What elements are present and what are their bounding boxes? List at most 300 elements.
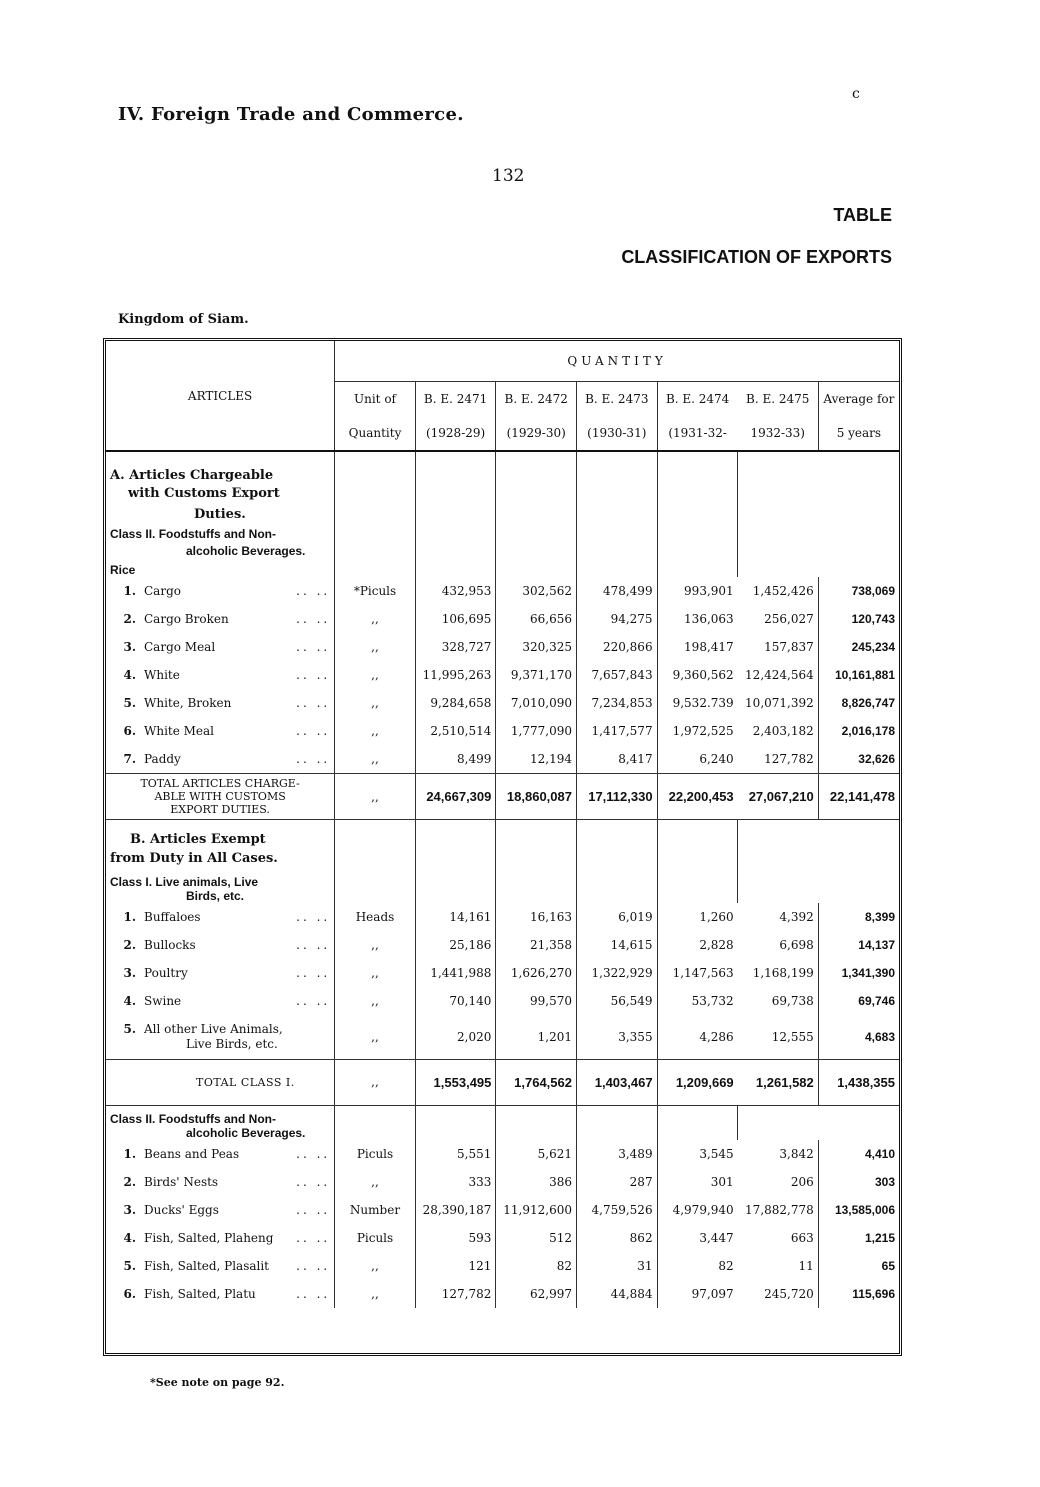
leader-dots: .. ..: [296, 612, 331, 626]
article-name: Paddy: [144, 752, 181, 766]
empty-cell: [496, 483, 577, 503]
article-cell: [106, 1196, 335, 1224]
row-index: 6.: [123, 1286, 136, 1301]
table-row: [106, 1015, 899, 1059]
average-header-1: Average for: [818, 382, 899, 417]
value-cell: 31: [576, 1252, 657, 1280]
article-cell: [106, 1252, 335, 1280]
leader-dots: .. ..: [296, 1146, 331, 1161]
empty-cell: [657, 869, 738, 889]
value-cell: 11,995,263: [415, 661, 496, 689]
unit-header-1: Unit of: [335, 382, 416, 417]
year-header-ad: (1931-32-: [657, 416, 738, 451]
value-cell: 127,782: [415, 1280, 496, 1308]
empty-cell: [335, 1126, 416, 1140]
empty-cell: [576, 483, 657, 503]
total-label: TOTAL CLASS I.: [106, 1059, 335, 1105]
section-heading: alcoholic Beverages.: [186, 544, 306, 558]
empty-cell: [576, 503, 657, 525]
article-name-cont: Live Birds, etc.: [186, 1036, 278, 1051]
value-cell: 70,140: [415, 987, 496, 1015]
unit-cell: ,,: [335, 1015, 416, 1059]
empty-cell: [576, 559, 657, 577]
value-cell: 9,532.739: [657, 689, 738, 717]
unit-cell: ,,: [335, 661, 416, 689]
value-cell: 69,738: [771, 994, 814, 1008]
empty-cell: [818, 483, 899, 503]
empty-cell: [818, 451, 899, 483]
year-header-ad: 1932-33): [738, 416, 819, 451]
empty-cell: [738, 543, 819, 559]
total-value: 1,764,562: [496, 1059, 577, 1105]
empty-cell: [738, 483, 819, 503]
average-cell: 1,341,390: [818, 959, 899, 987]
empty-cell: [657, 543, 738, 559]
footnote: *See note on page 92.: [150, 1376, 285, 1389]
table-row: [106, 661, 899, 689]
empty-cell: [657, 1105, 738, 1126]
value-cell: 8,499: [415, 745, 496, 774]
value-cell: 301: [657, 1168, 738, 1196]
empty-cell: [496, 847, 577, 869]
table-row: [106, 903, 899, 931]
unit-cell: ,,: [335, 1280, 416, 1308]
value-cell: 478,499: [576, 577, 657, 605]
row-index: 5.: [123, 696, 136, 710]
value-cell: 62,997: [496, 1280, 577, 1308]
leader-dots: .. ..: [296, 584, 331, 598]
empty-cell: [415, 820, 496, 848]
row-index: 3.: [123, 640, 136, 654]
total-value: 18,860,087: [496, 774, 577, 820]
unit-cell: ,,: [335, 633, 416, 661]
unit-cell: ,,: [335, 987, 416, 1015]
heading-row: [106, 525, 899, 543]
section-heading: Class II. Foodstuffs and Non-: [110, 1111, 277, 1126]
average-cell: 14,137: [818, 931, 899, 959]
empty-cell: [576, 889, 657, 903]
total-row: [106, 1059, 899, 1105]
value-cell: 4,392: [779, 910, 814, 924]
average-cell: 69,746: [818, 987, 899, 1015]
section-title: IV. Foreign Trade and Commerce.: [118, 104, 464, 125]
article-name: Fish, Salted, Platu: [144, 1286, 256, 1301]
leader-dots: .. ..: [296, 994, 331, 1008]
table-label: TABLE: [833, 205, 892, 225]
empty-cell: [415, 451, 496, 483]
leader-dots: .. ..: [296, 938, 331, 952]
table-row: [106, 577, 899, 605]
corner-mark: c: [852, 86, 860, 102]
leader-dots: .. ..: [296, 640, 331, 654]
value-cell: 1,626,270: [496, 959, 577, 987]
article-name: Cargo: [144, 584, 181, 598]
value-cell: 1,322,929: [576, 959, 657, 987]
empty-cell: [335, 889, 416, 903]
unit-cell: ,,: [335, 745, 416, 774]
value-cell: 220,866: [576, 633, 657, 661]
empty-cell: [496, 525, 577, 543]
unit-cell: ,,: [335, 931, 416, 959]
row-index: 1.: [123, 584, 136, 598]
year-header-be: B. E. 2475: [746, 392, 810, 406]
article-name: Swine: [144, 994, 182, 1008]
heading-row: [106, 869, 899, 889]
average-cell: 4,683: [818, 1015, 899, 1059]
empty-cell: [576, 1126, 657, 1140]
value-cell: 9,360,562: [657, 661, 738, 689]
empty-cell: [496, 869, 577, 889]
value-cell: 2,828: [657, 931, 738, 959]
value-cell: 1,201: [496, 1015, 577, 1059]
empty-cell: [576, 847, 657, 869]
article-name: Beans and Peas: [144, 1146, 240, 1161]
value-cell: 66,656: [496, 605, 577, 633]
total-value: 1,403,467: [576, 1059, 657, 1105]
value-cell: 12,555: [771, 1029, 814, 1044]
exports-table: [106, 341, 899, 1308]
unit-cell: ,,: [335, 605, 416, 633]
empty-cell: [415, 543, 496, 559]
year-header-ad: (1929-30): [496, 416, 577, 451]
article-cell: [106, 1280, 335, 1308]
empty-cell: [496, 559, 577, 577]
leader-dots: .. ..: [296, 696, 331, 710]
value-cell: 7,657,843: [576, 661, 657, 689]
empty-cell: [496, 889, 577, 903]
row-index: 1.: [123, 1146, 136, 1161]
average-cell: 65: [818, 1252, 899, 1280]
value-cell: 14,615: [576, 931, 657, 959]
article-name: Buffaloes: [144, 910, 201, 924]
value-cell: 8,417: [576, 745, 657, 774]
row-index: 2.: [123, 938, 136, 952]
value-cell: 53,732: [657, 987, 738, 1015]
article-cell: [106, 1168, 335, 1196]
total-value: 17,112,330: [576, 774, 657, 820]
article-cell: [106, 1140, 335, 1168]
unit-cell: Piculs: [335, 1140, 416, 1168]
heading-row: [106, 503, 899, 525]
section-heading: A. Articles Chargeable: [110, 468, 274, 483]
leader-dots: .. ..: [296, 966, 331, 980]
value-cell: 127,782: [764, 752, 814, 766]
value-cell: 3,447: [657, 1224, 738, 1252]
value-cell: 3,545: [657, 1140, 738, 1168]
unit-cell: Heads: [335, 903, 416, 931]
heading-row: [106, 483, 899, 503]
empty-cell: [335, 543, 416, 559]
empty-cell: [415, 559, 496, 577]
total-value: 1,261,582: [738, 1059, 819, 1105]
empty-cell: [496, 820, 577, 848]
value-cell: 9,284,658: [415, 689, 496, 717]
empty-cell: [738, 1105, 819, 1126]
empty-cell: [335, 1105, 416, 1126]
value-cell: 1,777,090: [496, 717, 577, 745]
empty-cell: [738, 1126, 819, 1140]
empty-cell: [738, 889, 819, 903]
article-name: Poultry: [144, 966, 188, 980]
empty-cell: [657, 559, 738, 577]
empty-cell: [818, 1126, 899, 1140]
article-cell: [106, 959, 335, 987]
average-cell: 303: [818, 1168, 899, 1196]
article-name: Cargo Broken: [144, 612, 229, 626]
value-cell: 1,417,577: [576, 717, 657, 745]
empty-cell: [818, 559, 899, 577]
empty-cell: [415, 889, 496, 903]
heading-row: [106, 559, 899, 577]
empty-cell: [738, 869, 819, 889]
value-cell: 6,019: [576, 903, 657, 931]
empty-cell: [818, 889, 899, 903]
table-row: [106, 931, 899, 959]
value-cell: 94,275: [576, 605, 657, 633]
leader-dots: .. ..: [296, 668, 331, 682]
empty-cell: [657, 847, 738, 869]
value-cell: 28,390,187: [415, 1196, 496, 1224]
empty-cell: [576, 451, 657, 483]
average-cell: 4,410: [818, 1140, 899, 1168]
table-row: [106, 1140, 899, 1168]
leader-dots: .. ..: [296, 1258, 331, 1273]
empty-cell: [335, 525, 416, 543]
value-cell: 333: [415, 1168, 496, 1196]
value-cell: 97,097: [657, 1280, 738, 1308]
leader-dots: .. ..: [296, 1230, 331, 1245]
article-cell: [106, 903, 335, 931]
article-cell: [106, 1015, 335, 1059]
empty-cell: [738, 451, 819, 483]
value-cell: 287: [576, 1168, 657, 1196]
article-cell: [106, 605, 335, 633]
article-cell: [106, 931, 335, 959]
year-header-ad: (1930-31): [576, 416, 657, 451]
heading-row: [106, 1105, 899, 1126]
value-cell: 245,720: [764, 1286, 814, 1301]
table-row: [106, 959, 899, 987]
article-name: Ducks' Eggs: [144, 1202, 219, 1217]
leader-dots: .. ..: [296, 910, 331, 924]
heading-row: [106, 543, 899, 559]
empty-cell: [818, 820, 899, 848]
empty-cell: [335, 559, 416, 577]
empty-cell: [576, 543, 657, 559]
value-cell: 1,147,563: [657, 959, 738, 987]
empty-cell: [657, 525, 738, 543]
total-row: [106, 774, 899, 820]
article-name: Cargo Meal: [144, 640, 216, 654]
value-cell: 3,842: [779, 1146, 814, 1161]
article-name: White Meal: [144, 724, 215, 738]
section-heading: B. Articles Exempt: [130, 832, 266, 847]
article-name: White, Broken: [144, 696, 232, 710]
row-index: 2.: [123, 612, 136, 626]
value-cell: 4,979,940: [657, 1196, 738, 1224]
empty-cell: [415, 1105, 496, 1126]
empty-cell: [576, 525, 657, 543]
table-row: [106, 1280, 899, 1308]
article-cell: [106, 1224, 335, 1252]
average-cell: 115,696: [818, 1280, 899, 1308]
articles-header: ARTICLES: [106, 341, 335, 451]
value-cell: 320,325: [496, 633, 577, 661]
year-header-be: B. E. 2472: [496, 382, 577, 417]
article-name: Bullocks: [144, 938, 196, 952]
empty-cell: [496, 543, 577, 559]
unit-cell: *Piculs: [335, 577, 416, 605]
value-cell: 17,882,778: [745, 1202, 814, 1217]
value-cell: 432,953: [415, 577, 496, 605]
value-cell: 121: [415, 1252, 496, 1280]
leader-dots: .. ..: [296, 1286, 331, 1301]
empty-cell: [415, 869, 496, 889]
value-cell: 16,163: [496, 903, 577, 931]
value-cell: 10,071,392: [745, 696, 814, 710]
value-cell: 14,161: [415, 903, 496, 931]
total-value: 27,067,210: [738, 774, 819, 820]
unit-cell: Number: [335, 1196, 416, 1224]
article-name: Fish, Salted, Plaheng: [144, 1230, 274, 1245]
value-cell: 82: [657, 1252, 738, 1280]
empty-cell: [335, 503, 416, 525]
article-name: Birds' Nests: [144, 1174, 219, 1189]
average-cell: 8,826,747: [818, 689, 899, 717]
empty-cell: [335, 820, 416, 848]
row-index: 2.: [123, 1174, 136, 1189]
leader-dots: .. ..: [296, 1174, 331, 1189]
empty-cell: [657, 451, 738, 483]
unit-cell: ,,: [335, 1168, 416, 1196]
row-index: 5.: [123, 1258, 136, 1273]
value-cell: 6,698: [779, 938, 814, 952]
total-label-line: ABLE WITH CUSTOMS: [154, 790, 286, 803]
value-cell: 862: [576, 1224, 657, 1252]
article-name: Fish, Salted, Plasalit: [144, 1258, 270, 1273]
empty-cell: [415, 503, 496, 525]
section-heading: Class II. Foodstuffs and Non-: [110, 527, 277, 541]
total-value: 22,200,453: [657, 774, 738, 820]
heading-row: [106, 847, 899, 869]
empty-cell: [657, 483, 738, 503]
value-cell: 4,286: [657, 1015, 738, 1059]
empty-cell: [818, 847, 899, 869]
row-index: 5.: [123, 1021, 136, 1036]
value-cell: 512: [496, 1224, 577, 1252]
value-cell: 1,260: [657, 903, 738, 931]
unit-header-2: Quantity: [335, 416, 416, 451]
article-cell: [106, 661, 335, 689]
section-heading: Duties.: [194, 506, 246, 522]
value-cell: 593: [415, 1224, 496, 1252]
table-row: [106, 987, 899, 1015]
empty-cell: [335, 451, 416, 483]
empty-cell: [335, 847, 416, 869]
year-header-be: B. E. 2474: [657, 382, 738, 417]
empty-cell: [657, 503, 738, 525]
empty-cell: [738, 820, 819, 848]
unit-cell: ,,: [335, 689, 416, 717]
year-header-be: B. E. 2473: [576, 382, 657, 417]
total-value: 24,667,309: [415, 774, 496, 820]
average-cell: 738,069: [818, 577, 899, 605]
empty-cell: [415, 483, 496, 503]
row-index: 6.: [123, 724, 136, 738]
value-cell: 328,727: [415, 633, 496, 661]
average-cell: 1,215: [818, 1224, 899, 1252]
leader-dots: .. ..: [296, 1202, 331, 1217]
section-heading: Rice: [110, 563, 136, 577]
empty-cell: [657, 889, 738, 903]
value-cell: 4,759,526: [576, 1196, 657, 1224]
row-index: 4.: [123, 668, 136, 682]
empty-cell: [738, 559, 819, 577]
value-cell: 198,417: [657, 633, 738, 661]
empty-cell: [818, 525, 899, 543]
value-cell: 993,901: [657, 577, 738, 605]
total-label-line: TOTAL ARTICLES CHARGE-: [140, 777, 300, 790]
total-label: [106, 774, 335, 820]
empty-cell: [415, 1126, 496, 1140]
average-cell: 13,585,006: [818, 1196, 899, 1224]
section-heading: Class I. Live animals, Live: [110, 875, 259, 889]
unit-cell: ,,: [335, 959, 416, 987]
table-row: [106, 1224, 899, 1252]
empty-cell: [818, 543, 899, 559]
row-index: 4.: [123, 994, 136, 1008]
empty-cell: [738, 525, 819, 543]
value-cell: 5,551: [415, 1140, 496, 1168]
section-heading: alcoholic Beverages.: [186, 1125, 306, 1140]
table-row: [106, 689, 899, 717]
average-header-2: 5 years: [818, 416, 899, 451]
row-index: 7.: [123, 752, 136, 766]
empty-cell: [496, 1105, 577, 1126]
leader-dots: .. ..: [296, 752, 331, 766]
heading-row: [106, 820, 899, 848]
value-cell: 1,441,988: [415, 959, 496, 987]
section-heading: with Customs Export: [128, 485, 280, 501]
value-cell: 157,837: [764, 640, 814, 654]
value-cell: 56,549: [576, 987, 657, 1015]
empty-cell: [576, 820, 657, 848]
unit-cell: ,,: [335, 774, 416, 820]
unit-cell: ,,: [335, 717, 416, 745]
value-cell: 1,972,525: [657, 717, 738, 745]
empty-cell: [496, 451, 577, 483]
heading-row: [106, 451, 899, 483]
value-cell: 44,884: [576, 1280, 657, 1308]
table-row: [106, 1196, 899, 1224]
total-value: 1,553,495: [415, 1059, 496, 1105]
unit-cell: Piculs: [335, 1224, 416, 1252]
article-cell: [106, 577, 335, 605]
average-cell: 245,234: [818, 633, 899, 661]
empty-cell: [415, 525, 496, 543]
value-cell: 386: [496, 1168, 577, 1196]
value-cell: 2,020: [415, 1015, 496, 1059]
empty-cell: [818, 869, 899, 889]
table-row: [106, 1168, 899, 1196]
empty-cell: [657, 820, 738, 848]
year-header-be: B. E. 2471: [415, 382, 496, 417]
empty-cell: [576, 869, 657, 889]
value-cell: 106,695: [415, 605, 496, 633]
value-cell: 7,234,853: [576, 689, 657, 717]
value-cell: 136,063: [657, 605, 738, 633]
table-row: [106, 717, 899, 745]
